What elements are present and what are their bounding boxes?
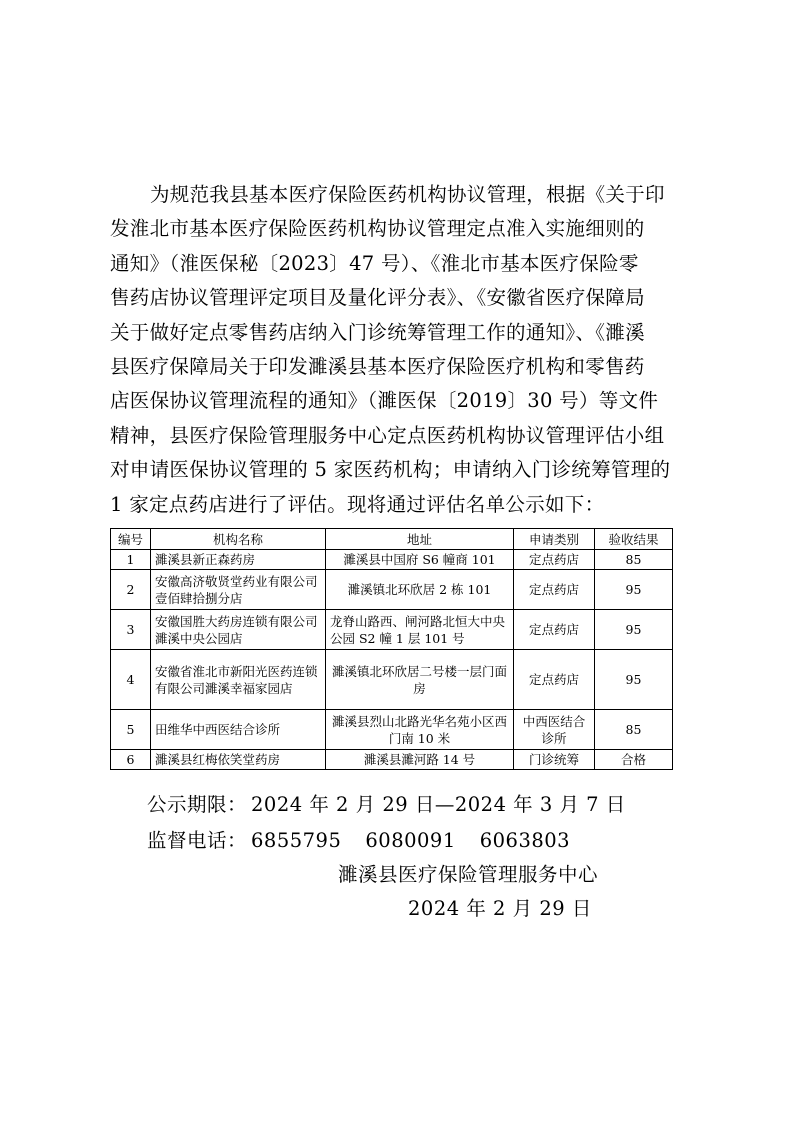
cell-institution-name: 安徽省淮北市新阳光医药连锁有限公司濉溪幸福家园店 [151, 650, 326, 710]
paragraph-line: 为规范我县基本医疗保险医药机构协议管理，根据《关于印 [150, 183, 665, 206]
paragraph-line: 发淮北市基本医疗保险医药机构协议管理定点准入实施细则的 [110, 217, 645, 241]
phone-number: 6063803 [479, 829, 571, 852]
cell-address: 濉溪县濉河路 14 号 [326, 750, 514, 770]
paragraph-line: 精神，县医疗保险管理服务中心定点医药机构协议管理评估小组 [110, 423, 665, 447]
paragraph-line: 店医保协议管理流程的通知》（濉医保〔2019〕30 号）等文件 [110, 389, 659, 413]
cell-address: 濉溪镇北环欣居 2 栋 101 [326, 570, 514, 610]
cell-institution-name: 濉溪县新正森药房 [151, 550, 326, 570]
table-row [111, 610, 673, 650]
signature-date: 2024 年 2 月 29 日 [408, 897, 592, 920]
cell-number: 4 [111, 650, 151, 710]
notice-period-label: 公示期限： [147, 793, 248, 816]
header-number: 编号 [111, 529, 151, 550]
cell-category: 中西医结合诊所 [514, 710, 595, 750]
header-acceptance-result: 验收结果 [595, 529, 673, 550]
notice-period [147, 789, 626, 817]
supervision-phone [147, 825, 570, 853]
cell-address: 濉溪镇北环欣居二号楼一层门面房 [326, 650, 514, 710]
cell-number: 1 [111, 550, 151, 570]
signature-org: 濉溪县医疗保险管理服务中心 [338, 863, 599, 886]
paragraph-line: 县医疗保障局关于印发濉溪县基本医疗保险医疗机构和零售药 [110, 355, 645, 379]
header-address: 地址 [326, 529, 514, 550]
table-row [111, 570, 673, 610]
cell-number: 6 [111, 750, 151, 770]
table-row [111, 750, 673, 770]
cell-result: 95 [595, 650, 673, 710]
cell-institution-name: 濉溪县红梅依笑堂药房 [151, 750, 326, 770]
cell-result: 85 [595, 550, 673, 570]
paragraph-line: 1 家定点药店进行了评估。现将通过评估名单公示如下： [110, 492, 605, 516]
cell-institution-name: 安徽国胜大药房连锁有限公司濉溪中央公园店 [151, 610, 326, 650]
cell-category: 定点药店 [514, 550, 595, 570]
paragraph-line: 对申请医保协议管理的 5 家医药机构；申请纳入门诊统筹管理的 [110, 458, 671, 482]
table-row [111, 710, 673, 750]
header-application-category: 申请类别 [514, 529, 595, 550]
header-institution-name: 机构名称 [151, 529, 326, 550]
paragraph-line: 通知》（淮医保秘〔2023〕47 号）、《淮北市基本医疗保险零 [110, 251, 639, 275]
paragraph-line: 关于做好定点零售药店纳入门诊统筹管理工作的通知》、《濉溪 [110, 320, 645, 344]
evaluation-table [110, 528, 673, 770]
cell-category: 门诊统筹 [514, 750, 595, 770]
cell-address: 濉溪县烈山北路光华名苑小区西门南 10 米 [326, 710, 514, 750]
notice-paragraph [110, 178, 700, 522]
cell-number: 2 [111, 570, 151, 610]
cell-institution-name: 田维华中西医结合诊所 [151, 710, 326, 750]
table-header-row [111, 529, 673, 550]
cell-category: 定点药店 [514, 610, 595, 650]
cell-category: 定点药店 [514, 650, 595, 710]
phone-number: 6855795 [251, 829, 342, 852]
cell-category: 定点药店 [514, 570, 595, 610]
phone-label: 监督电话： [147, 829, 248, 852]
table-row [111, 650, 673, 710]
cell-result: 95 [595, 570, 673, 610]
table-row [111, 550, 673, 570]
phone-number: 6080091 [365, 829, 456, 852]
cell-institution-name: 安徽高济敬贤堂药业有限公司壹佰肆拾捌分店 [151, 570, 326, 610]
notice-period-value: 2024 年 2 月 29 日—2024 年 3 月 7 日 [251, 793, 626, 816]
cell-result: 95 [595, 610, 673, 650]
cell-address: 濉溪县中国府 S6 幢商 101 [326, 550, 514, 570]
cell-number: 5 [111, 710, 151, 750]
cell-number: 3 [111, 610, 151, 650]
cell-result: 85 [595, 710, 673, 750]
paragraph-line: 售药店协议管理评定项目及量化评分表》、《安徽省医疗保障局 [110, 286, 645, 310]
cell-address: 龙脊山路西、闸河路北恒大中央公园 S2 幢 1 层 101 号 [326, 610, 514, 650]
cell-result: 合格 [595, 750, 673, 770]
